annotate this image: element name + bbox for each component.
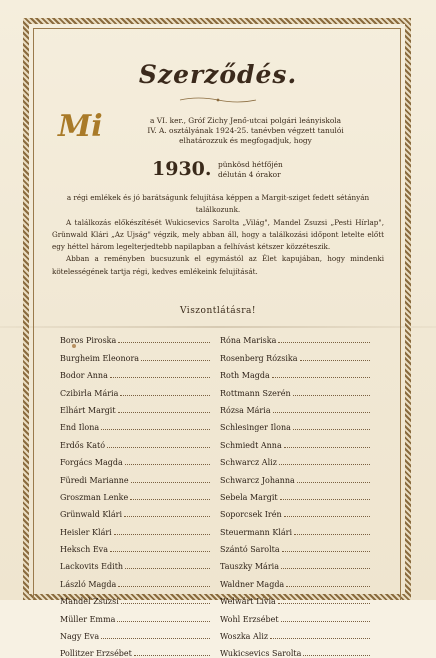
name-row — [60, 641, 380, 658]
name-left — [60, 371, 210, 380]
person-name: Sebela Margit — [220, 492, 278, 502]
name-row — [60, 398, 380, 415]
signature-line — [118, 412, 210, 413]
person-name: Woszka Aliz — [220, 632, 269, 642]
signature-line — [272, 377, 370, 378]
signature-line — [280, 499, 370, 500]
signature-line — [284, 516, 370, 517]
signature-line — [278, 342, 370, 343]
name-left — [60, 389, 210, 398]
signature-line — [281, 621, 370, 622]
person-name: Forgács Magda — [60, 458, 123, 468]
person-name: Heisler Klári — [60, 527, 112, 537]
name-row — [60, 485, 380, 502]
person-name: Rózsa Mária — [220, 405, 271, 415]
name-left — [60, 458, 210, 467]
person-name: Boros Piroska — [60, 336, 117, 346]
person-name: Rosenberg Rózsika — [220, 353, 298, 363]
name-row — [60, 432, 380, 449]
intro-text — [108, 116, 383, 146]
signature-line — [141, 360, 210, 361]
name-left — [60, 632, 210, 641]
name-left — [60, 423, 210, 432]
name-row — [60, 450, 380, 467]
name-left — [60, 545, 210, 554]
signature-line — [278, 603, 370, 604]
signature-line — [114, 534, 210, 535]
name-right — [220, 389, 370, 398]
person-name: Waldner Magda — [220, 579, 285, 589]
person-name: Lackovits Edith — [60, 562, 124, 572]
person-name: Schlesinger Ilona — [220, 423, 291, 433]
person-name: Heksch Éva — [60, 545, 108, 555]
person-name: Welwárt Lívia — [220, 597, 276, 607]
person-name: Steuermann Klári — [220, 527, 293, 537]
signature-line — [303, 655, 370, 656]
person-name: Tauszky Mária — [220, 562, 279, 572]
name-right — [220, 597, 370, 606]
person-name: Wukicsevics Sarolta — [220, 649, 302, 658]
document-title: Szerződés. — [138, 60, 298, 89]
signature-line — [107, 447, 210, 448]
name-right — [220, 580, 370, 589]
name-row — [60, 502, 380, 519]
name-right — [220, 493, 370, 502]
signature-line — [125, 464, 210, 465]
person-name: Soporcsek Irén — [220, 510, 282, 520]
signature-line — [297, 482, 370, 483]
paragraph: A találkozás előkészítését Wukicsevics Sarolta „Világ", Mandel Zsuzsi „Pesti Hírlap", Grünwald Klári „Az Ujság" végzik, mely abban áll, hogy a találkozási időpont letelte előtt egy héttel három legelterjedtebb napilapban a felhívást kétszer közzéteszik. — [52, 217, 384, 252]
signature-line — [124, 516, 210, 517]
name-right — [220, 423, 370, 432]
name-right — [220, 371, 370, 380]
signature-line — [118, 586, 210, 587]
person-name: Szántó Sarolta — [220, 545, 280, 555]
ornament-flourish — [178, 96, 258, 104]
signature-line — [101, 638, 210, 639]
person-name: Füredi Marianne — [60, 475, 129, 485]
signature-line — [110, 377, 210, 378]
name-left — [60, 562, 210, 571]
name-row — [60, 380, 380, 397]
signature-line — [117, 621, 210, 622]
person-name: Rottmann Szerén — [220, 388, 291, 398]
person-name: Róna Mariska — [220, 336, 277, 346]
name-row — [60, 363, 380, 380]
signature-list — [60, 328, 380, 658]
signature-line — [130, 499, 210, 500]
person-name: Nagy Éva — [60, 632, 100, 642]
name-right — [220, 632, 370, 641]
person-name: Groszman Lenke — [60, 492, 129, 502]
name-left — [60, 580, 210, 589]
name-right — [220, 458, 370, 467]
name-right — [220, 545, 370, 554]
name-row — [60, 519, 380, 536]
paragraph: a régi emlékek és jó barátságunk felujítása képpen a Margit-sziget fedett sétányán találkozunk. — [66, 193, 370, 215]
name-left — [60, 615, 210, 624]
person-name: Wohl Erzsébet — [220, 614, 279, 624]
name-row — [60, 415, 380, 432]
greeting-heading: Viszontlátásra! — [179, 306, 257, 316]
intro-line: elhatározzuk és megfogadjuk, hogy — [179, 136, 312, 145]
name-right — [220, 510, 370, 519]
person-name: Burgheim Eleonora — [60, 353, 140, 363]
name-left — [60, 354, 210, 363]
person-name: László Magda — [60, 579, 117, 589]
name-left — [60, 649, 210, 658]
signature-line — [121, 603, 210, 604]
signature-line — [101, 429, 210, 430]
person-name: Schmiedt Anna — [220, 440, 282, 450]
name-left — [60, 528, 210, 537]
person-name: Grünwald Klári — [60, 510, 123, 520]
name-right — [220, 615, 370, 624]
signature-line — [118, 342, 210, 343]
name-row — [60, 624, 380, 641]
when-line: pünkösd hétfőjén — [218, 160, 283, 169]
name-left — [60, 597, 210, 606]
name-right — [220, 528, 370, 537]
signature-line — [294, 534, 370, 535]
name-left — [60, 336, 210, 345]
decorated-initial: Mi — [58, 109, 103, 144]
signature-line — [134, 655, 210, 656]
when-line: délután 4 órakor — [218, 170, 281, 179]
person-name: Mandel Zsuzsi — [60, 597, 119, 607]
signature-line — [284, 447, 370, 448]
signature-line — [125, 568, 210, 569]
name-right — [220, 476, 370, 485]
person-name: Pollitzer Erzsébet — [60, 649, 132, 658]
name-right — [220, 406, 370, 415]
signature-line — [286, 586, 370, 587]
name-row — [60, 467, 380, 484]
person-name: Bodor Anna — [60, 371, 108, 381]
name-row — [60, 554, 380, 571]
person-name: End Ilona — [60, 423, 100, 433]
name-row — [60, 328, 380, 345]
name-left — [60, 441, 210, 450]
signature-line — [120, 395, 210, 396]
name-right — [220, 336, 370, 345]
person-name: Schwarcz Johanna — [220, 475, 295, 485]
person-name: Müller Emma — [60, 614, 116, 624]
person-name: Elhárt Margit — [60, 405, 116, 415]
signature-line — [293, 395, 370, 396]
body-text — [52, 192, 384, 278]
name-left — [60, 493, 210, 502]
name-row — [60, 571, 380, 588]
signature-line — [270, 638, 370, 639]
name-right — [220, 649, 370, 658]
name-row — [60, 606, 380, 623]
signature-line — [282, 551, 370, 552]
person-name: Roth Magda — [220, 371, 270, 381]
paragraph: Abban a reményben bucsuzunk el egymástól az Élet kapujában, hogy mindenki kötelességének tartja régi, kedves emlékeink felujítását. — [52, 254, 384, 276]
signature-line — [279, 464, 370, 465]
intro-line: a VI. ker., Gróf Zichy Jenő-utcai polgári leányiskola — [149, 116, 342, 125]
name-left — [60, 476, 210, 485]
signature-line — [300, 360, 370, 361]
signature-line — [110, 551, 210, 552]
name-right — [220, 354, 370, 363]
signature-line — [131, 482, 210, 483]
person-name: Schwarcz Aliz — [220, 458, 277, 468]
meeting-time — [218, 160, 283, 180]
meeting-year: 1930. — [152, 158, 212, 180]
signature-line — [293, 429, 370, 430]
name-right — [220, 562, 370, 571]
name-row — [60, 589, 380, 606]
name-left — [60, 406, 210, 415]
name-row — [60, 345, 380, 362]
name-row — [60, 537, 380, 554]
person-name: Erdős Kató — [60, 440, 106, 450]
signature-line — [273, 412, 370, 413]
name-left — [60, 510, 210, 519]
signature-line — [281, 568, 370, 569]
person-name: Czibirla Mária — [60, 388, 119, 398]
name-right — [220, 441, 370, 450]
intro-line: IV. A. osztályának 1924-25. tanévben végzett tanulói — [147, 126, 344, 135]
